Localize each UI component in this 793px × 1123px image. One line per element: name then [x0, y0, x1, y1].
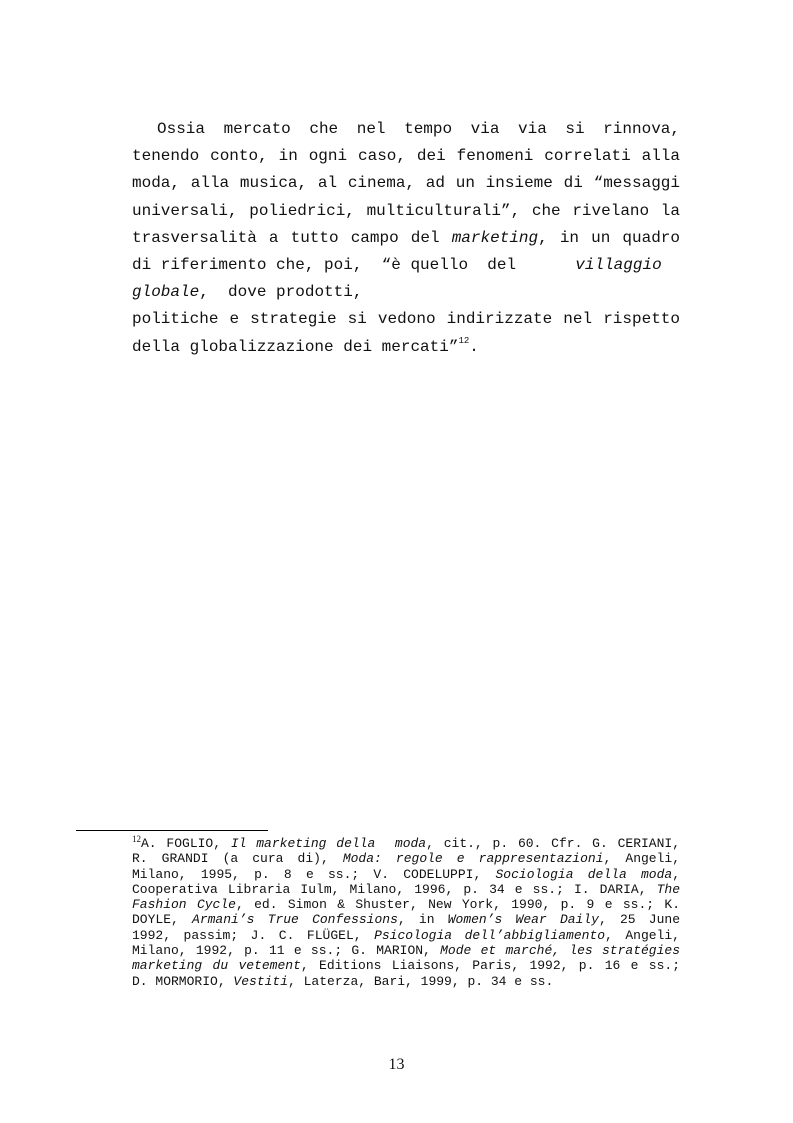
footnote-separator	[76, 830, 268, 831]
body-text-segment: trasversalità a tutto campo del	[132, 228, 452, 247]
footnote-italic-title: The	[656, 881, 680, 897]
body-line: Ossia mercato che nel tempo via via si rinnova,	[157, 120, 680, 138]
footnote-italic-title: Mode et marché, les stratégies	[440, 943, 680, 959]
footnote-text-segment: Milano, 1992, p. 11 e ss.; G. MARION,	[132, 943, 441, 959]
body-line	[132, 225, 680, 252]
footnote-italic-title: Vestiti	[233, 973, 289, 989]
footnote-reference: 12	[458, 335, 470, 346]
footnote-text-segment: D. MORMORIO,	[132, 973, 234, 989]
body-text-segment: della globalizzazione dei mercati”	[132, 337, 459, 356]
footnote-italic-title: Psicologia dell’abbigliamento	[374, 927, 606, 943]
footnote-text-segment: 1992, passim; J. C. FLÜGEL,	[132, 927, 375, 943]
body-line: politiche e strategie si vedono indirizzate nel rispetto	[132, 310, 680, 329]
footnote-text-segment: , in	[397, 912, 448, 928]
footnote-italic-title: marketing du vetement	[132, 958, 301, 974]
footnote-italic-title: Il marketing della moda	[230, 836, 427, 851]
footnote-text-segment: , Angeli,	[605, 927, 680, 943]
body-italic-term: marketing	[451, 228, 539, 247]
footnote-line	[132, 836, 680, 851]
footnote-line	[132, 928, 680, 943]
footnote-line	[132, 943, 680, 958]
footnote-line	[132, 867, 680, 882]
footnote-text-segment: , 25 June	[598, 912, 680, 928]
body-text-segment: , in un quadro	[538, 228, 681, 247]
body-text-segment: , dove prodotti,	[199, 283, 363, 302]
body-paragraph	[132, 116, 680, 361]
footnote-line	[132, 974, 680, 989]
footnote-italic-title: Fashion Cycle	[132, 897, 236, 913]
footnote-number: 12	[132, 834, 141, 844]
body-line	[132, 279, 680, 306]
footnote-text-segment: , cit., p. 60. Cfr. G. CERIANI,	[426, 836, 680, 851]
footnote	[132, 836, 680, 989]
footnote-line	[132, 912, 680, 927]
footnote-text-segment: Milano, 1995, p. 8 e ss.; V. CODELUPPI,	[132, 866, 496, 882]
footnote-text-segment: DOYLE,	[132, 912, 193, 928]
page-number: 13	[388, 1056, 405, 1073]
footnote-text-segment: , Laterza, Bari, 1999, p. 34 e ss.	[288, 973, 554, 989]
footnote-italic-title: Sociologia della moda	[495, 866, 673, 882]
body-text-segment: di riferimento che, poi, “è quello del	[132, 255, 536, 274]
footnote-italic-title: Moda: regole e rappresentazioni	[342, 851, 604, 867]
footnote-line	[132, 851, 680, 866]
body-line: moda, alla musica, al cinema, ad un insieme di “messaggi	[132, 174, 680, 193]
footnote-text-segment: Cooperativa Libraria Iulm, Milano, 1996, p. 34 e ss.; I. DARIA,	[132, 881, 657, 897]
footnote-italic-title: Armani’s True Confessions	[192, 912, 398, 928]
footnote-text-segment: , Angeli,	[603, 851, 681, 867]
footnote-line	[132, 897, 680, 912]
body-line: universali, poliedrici, multiculturali”, che rivelano la	[132, 201, 680, 220]
body-italic-term: villaggio	[575, 255, 662, 274]
footnote-text-segment: , Editions Liaisons, Paris, 1992, p. 16 e ss.;	[300, 958, 680, 974]
body-italic-term: globale	[132, 283, 200, 302]
footnote-text-segment: R. GRANDI (a cura di),	[132, 851, 343, 867]
footnote-italic-title: Women’s Wear Daily	[447, 912, 599, 928]
footnote-text-segment: A. FOGLIO,	[141, 836, 231, 851]
body-line: tenendo conto, in ogni caso, dei fenomeni correlati alla	[132, 147, 680, 166]
body-line	[132, 252, 680, 279]
body-line	[132, 334, 680, 361]
footnote-line	[132, 958, 680, 973]
footnote-text-segment: ,	[672, 866, 680, 882]
footnote-text-segment: , ed. Simon & Shuster, New York, 1990, p. 9 e ss.; K.	[235, 897, 680, 913]
body-text-segment: .	[469, 337, 479, 356]
footnote-line	[132, 882, 680, 897]
